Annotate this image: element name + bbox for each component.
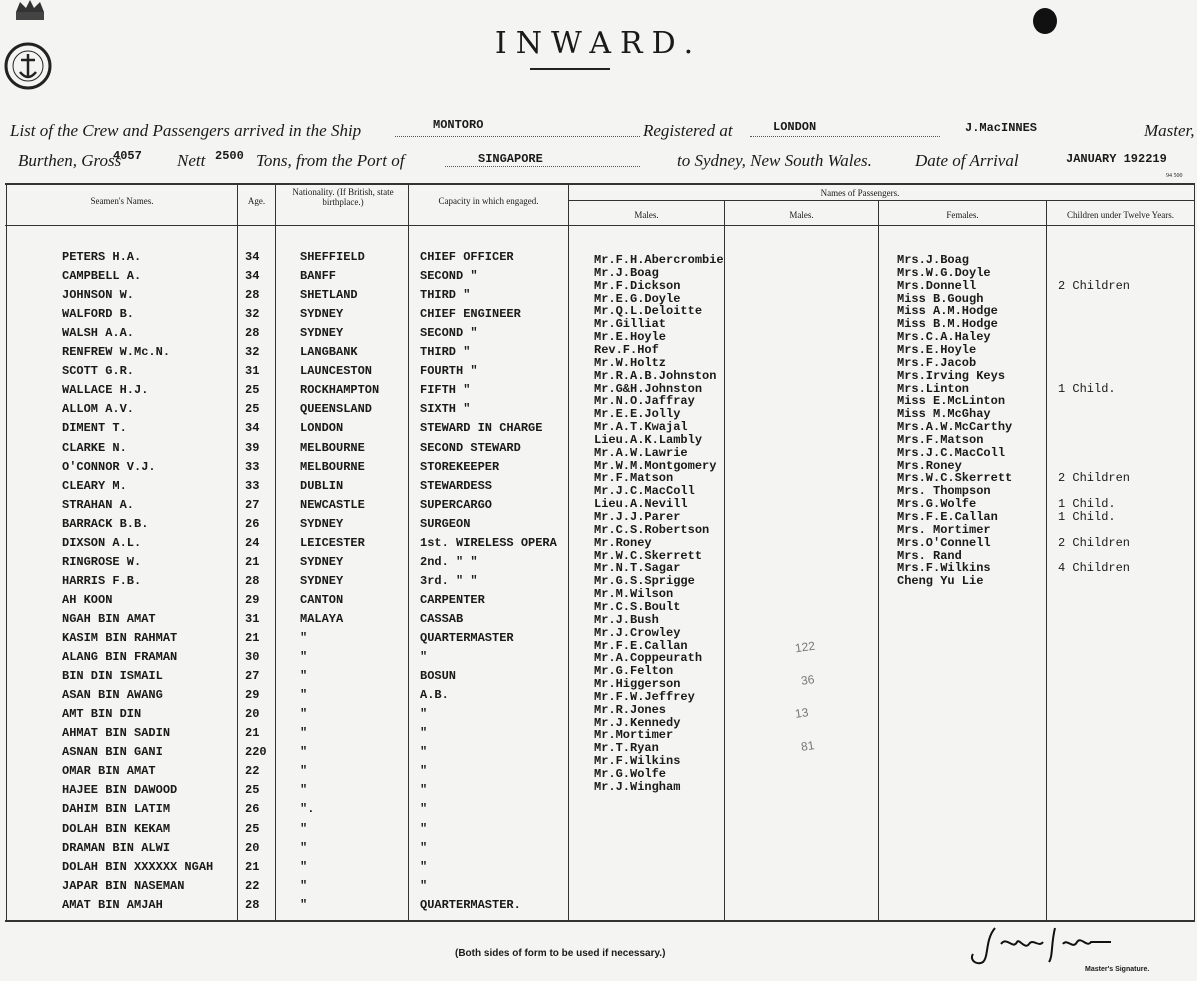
seaman-age: 21 <box>245 554 260 569</box>
female-passenger: Mrs.Roney <box>897 458 962 473</box>
seaman-nationality: SYDNEY <box>300 573 344 588</box>
seaman-name: DOLAH BIN XXXXXX NGAH <box>62 859 214 874</box>
seaman-name: NGAH BIN AMAT <box>62 611 156 626</box>
seaman-capacity: " <box>420 802 428 817</box>
seaman-nationality: LONDON <box>300 421 344 436</box>
seaman-nationality: " <box>300 650 308 665</box>
seaman-capacity: " <box>420 764 428 779</box>
female-passenger: Mrs.O'Connell <box>897 535 991 550</box>
seaman-age: 34 <box>245 269 260 284</box>
seaman-name: KASIM BIN RAHMAT <box>62 631 178 645</box>
pencil-note: 13 <box>794 705 810 721</box>
crew-row <box>0 612 570 630</box>
seaman-name: PETERS H.A. <box>62 250 142 264</box>
seaman-nationality: SHETLAND <box>300 288 358 303</box>
male-passenger: Mr.G.Wolfe <box>594 767 667 781</box>
seaman-nationality: " <box>300 783 308 798</box>
seaman-capacity: " <box>420 821 428 836</box>
seaman-nationality: " <box>300 859 308 874</box>
male-passenger: Mr.Roney <box>594 535 652 550</box>
female-passenger: Mrs.G.Wolfe <box>897 497 977 512</box>
crew-row <box>0 345 570 363</box>
seaman-name: DRAMAN BIN ALWI <box>62 840 171 855</box>
seaman-capacity: " <box>420 707 428 722</box>
seaman-capacity: " <box>420 783 428 798</box>
arrival-date: JANUARY 192219 <box>1066 152 1167 166</box>
crew-row <box>0 421 570 439</box>
seaman-capacity: FOURTH " <box>420 364 478 379</box>
seaman-name: CAMPBELL A. <box>62 269 142 284</box>
crew-row <box>0 402 570 420</box>
seaman-age: 22 <box>245 764 260 779</box>
gross-tons: 4057 <box>113 149 142 163</box>
seaman-capacity: CARPENTER <box>420 592 485 607</box>
crew-row <box>0 783 570 801</box>
seaman-age: 29 <box>245 688 260 703</box>
seaman-name: WALLACE H.J. <box>62 383 149 398</box>
female-passenger: Mrs.F.Jacob <box>897 355 977 370</box>
female-passenger: Mrs.F.Matson <box>897 432 984 447</box>
seaman-nationality: LANGBANK <box>300 345 358 360</box>
male-passenger: Mr.A.T.Kwajal <box>594 420 688 435</box>
male-passenger: Mr.N.T.Sagar <box>594 561 681 576</box>
crew-row <box>0 879 570 897</box>
seaman-capacity: SECOND STEWARD <box>420 440 521 455</box>
seaman-capacity: STEWARD IN CHARGE <box>420 421 543 436</box>
ship-line-label: List of the Crew and Passengers arrived in the Ship <box>10 121 362 140</box>
seaman-capacity: CASSAB <box>420 611 464 626</box>
seaman-capacity: " <box>420 745 428 760</box>
crew-row <box>0 574 570 592</box>
burthen-label: Burthen, Gross <box>18 151 122 170</box>
seaman-nationality: " <box>300 745 308 760</box>
seaman-name: DAHIM BIN LATIM <box>62 802 171 817</box>
seaman-age: 33 <box>245 478 260 493</box>
crew-row <box>0 326 570 344</box>
seaman-age: 20 <box>245 840 260 855</box>
seaman-name: CLEARY M. <box>62 478 127 493</box>
seaman-nationality: " <box>300 821 308 836</box>
male-passenger: Mr.A.Coppeurath <box>594 651 703 666</box>
male-passenger: Rev.F.Hof <box>594 342 659 357</box>
seaman-name: AHMAT BIN SADIN <box>62 726 171 741</box>
seaman-nationality: SHEFFIELD <box>300 250 365 264</box>
male-passenger: Mr.W.C.Skerrett <box>594 548 703 563</box>
male-passenger: Mr.F.Wilkins <box>594 754 681 769</box>
seaman-age: 33 <box>245 459 260 474</box>
port-of-departure: SINGAPORE <box>478 152 543 166</box>
seaman-capacity: SECOND " <box>420 269 478 284</box>
seaman-age: 28 <box>245 288 260 303</box>
female-passenger: Mrs.W.C.Skerrett <box>897 471 1013 486</box>
seaman-name: RENFREW W.Mc.N. <box>62 345 171 360</box>
seaman-nationality: " <box>300 707 308 722</box>
female-passenger: Mrs.Donnell <box>897 278 977 293</box>
male-passenger: Mr.J.Wingham <box>594 779 681 794</box>
male-passenger: Mr.W.Holtz <box>594 355 667 370</box>
seaman-capacity: " <box>420 726 428 741</box>
registered-port: LONDON <box>773 120 817 134</box>
seaman-name: JOHNSON W. <box>62 288 135 303</box>
seaman-name: SCOTT G.R. <box>62 364 135 379</box>
male-passenger: Mr.J.Kennedy <box>594 715 681 730</box>
seaman-capacity: THIRD " <box>420 345 471 360</box>
children-entry: 2 Children <box>1058 471 1131 486</box>
crew-row <box>0 726 570 744</box>
female-passenger: Mrs. Rand <box>897 548 962 563</box>
crew-row <box>0 631 570 649</box>
master-label: Master, <box>1144 121 1195 140</box>
seaman-name: ALANG BIN FRAMAN <box>62 650 178 665</box>
seaman-age: 29 <box>245 592 260 607</box>
children-entry: 1 Child. <box>1058 497 1116 512</box>
male-passenger: Mr.F.E.Callan <box>594 638 688 653</box>
crew-row <box>0 460 570 478</box>
col-females: Females. <box>946 210 979 220</box>
seaman-age: 20 <box>245 707 260 722</box>
col-males-2: Males. <box>789 210 814 220</box>
seaman-nationality: QUEENSLAND <box>300 402 373 417</box>
male-passenger: Mr.Q.L.Deloitte <box>594 304 703 319</box>
crew-row <box>0 536 570 554</box>
seaman-capacity: QUARTERMASTER. <box>420 897 521 912</box>
seaman-nationality: " <box>300 631 308 645</box>
master-name: J.MacINNES <box>965 121 1038 135</box>
nett-label: Nett <box>177 151 206 170</box>
seaman-age: 31 <box>245 364 260 379</box>
seaman-nationality: MELBOURNE <box>300 459 365 474</box>
seaman-name: STRAHAN A. <box>62 497 135 512</box>
seaman-nationality: CANTON <box>300 592 344 607</box>
seaman-capacity: FIFTH " <box>420 383 471 398</box>
children-entry: 2 Children <box>1058 278 1131 293</box>
seaman-name: DIXSON A.L. <box>62 535 142 550</box>
crew-row <box>0 650 570 668</box>
male-passenger: Mr.F.W.Jeffrey <box>594 689 695 704</box>
crew-row <box>0 364 570 382</box>
pencil-note: 81 <box>800 738 816 754</box>
crew-row <box>0 860 570 878</box>
male-passenger: Mr.J.C.MacColl <box>594 484 695 499</box>
crew-row <box>0 898 570 916</box>
crew-row <box>0 669 570 687</box>
seaman-nationality: " <box>300 764 308 779</box>
seaman-age: 34 <box>245 421 260 436</box>
seaman-capacity: SURGEON <box>420 516 471 531</box>
crew-row <box>0 802 570 820</box>
crew-row <box>0 307 570 325</box>
arrival-label: Date of Arrival <box>915 151 1019 170</box>
crew-row <box>0 593 570 611</box>
female-passenger: Miss E.McLinton <box>897 394 1006 409</box>
male-passenger: Lieu.A.K.Lambly <box>594 432 703 447</box>
seaman-capacity: SECOND " <box>420 326 478 341</box>
seaman-age: 25 <box>245 783 260 798</box>
children-entry: 1 Child. <box>1058 510 1116 524</box>
female-passenger: Miss A.M.Hodge <box>897 304 998 319</box>
seaman-age: 34 <box>245 250 260 264</box>
male-passenger: Mr.E.G.Doyle <box>594 291 681 306</box>
seaman-age: 27 <box>245 669 260 684</box>
seaman-nationality: MELBOURNE <box>300 440 365 455</box>
seaman-age: 22 <box>245 878 260 893</box>
seaman-nationality: ". <box>300 802 315 817</box>
female-passenger: Miss M.McGhay <box>897 407 991 422</box>
seaman-age: 32 <box>245 307 260 322</box>
seaman-capacity: SIXTH " <box>420 402 471 417</box>
col-males-1: Males. <box>634 210 659 220</box>
male-passenger: Mr.R.Jones <box>594 702 667 717</box>
signature-label: Master's Signature. <box>1085 966 1150 973</box>
seaman-name: DOLAH BIN KEKAM <box>62 821 171 836</box>
crew-row <box>0 288 570 306</box>
seaman-age: 25 <box>245 821 260 836</box>
seaman-name: DIMENT T. <box>62 421 127 436</box>
female-passenger: Mrs.Irving Keys <box>897 368 1006 383</box>
col-children: Children under Twelve Years. <box>1067 210 1174 220</box>
seaman-nationality: " <box>300 897 308 912</box>
male-passenger: Mr.Gilliat <box>594 317 667 332</box>
seaman-age: 28 <box>245 897 260 912</box>
crew-row <box>0 555 570 573</box>
female-passenger: Mrs.Linton <box>897 381 970 396</box>
seaman-nationality: BANFF <box>300 269 337 284</box>
crew-row <box>0 517 570 535</box>
female-passenger: Mrs.E.Hoyle <box>897 342 977 357</box>
seaman-age: 21 <box>245 859 260 874</box>
seaman-age: 32 <box>245 345 260 360</box>
female-passenger: Mrs.W.G.Doyle <box>897 265 991 280</box>
male-passenger: Mr.J.Crowley <box>594 625 681 640</box>
male-passenger: Mr.W.M.Montgomery <box>594 458 717 473</box>
seaman-capacity: BOSUN <box>420 669 457 684</box>
seaman-name: AH KOON <box>62 592 113 607</box>
page-title: INWARD. <box>494 26 703 61</box>
male-passenger: Mr.J.Boag <box>594 265 659 280</box>
title-ornament <box>530 68 610 70</box>
seaman-age: 26 <box>245 516 260 531</box>
seaman-nationality: LAUNCESTON <box>300 364 373 379</box>
pencil-note: 36 <box>800 672 816 688</box>
seaman-name: RINGROSE W. <box>62 554 142 569</box>
male-passenger: Mr.G.S.Sprigge <box>594 574 695 589</box>
seaman-nationality: MALAYA <box>300 611 344 626</box>
seaman-nationality: " <box>300 669 308 684</box>
seaman-name: ASNAN BIN GANI <box>62 745 163 760</box>
seaman-capacity: QUARTERMASTER <box>420 631 514 645</box>
male-passenger: Mr.F.Dickson <box>594 278 681 293</box>
seaman-name: OMAR BIN AMAT <box>62 764 156 779</box>
crew-row <box>0 764 570 782</box>
seaman-capacity: THIRD " <box>420 288 471 303</box>
crew-row <box>0 479 570 497</box>
female-passenger: Mrs.C.A.Haley <box>897 330 991 345</box>
seaman-capacity: 2nd. " " <box>420 554 478 569</box>
seaman-age: 26 <box>245 802 260 817</box>
seaman-capacity: " <box>420 650 428 665</box>
footer-note: (Both sides of form to be used if necessary.) <box>455 948 666 959</box>
female-passenger: Mrs.A.W.McCarthy <box>897 420 1013 435</box>
tons-from-label: Tons, from the Port of <box>256 151 405 170</box>
seaman-nationality: NEWCASTLE <box>300 497 365 512</box>
seaman-nationality: " <box>300 840 308 855</box>
col-nationality: Nationality. (If British, state birthplace.) <box>292 187 394 207</box>
seaman-nationality: LEICESTER <box>300 535 365 550</box>
male-passenger: Mr.E.Hoyle <box>594 330 667 345</box>
seaman-nationality: " <box>300 878 308 893</box>
crew-row <box>0 745 570 763</box>
male-passenger: Mr.F.Matson <box>594 471 674 486</box>
ship-name: MONTORO <box>433 118 484 132</box>
seaman-capacity: A.B. <box>420 688 449 703</box>
seaman-name: JAPAR BIN NASEMAN <box>62 878 185 893</box>
seaman-nationality: ROCKHAMPTON <box>300 383 380 398</box>
seaman-name: AMAT BIN AMJAH <box>62 897 163 912</box>
master-signature-icon <box>955 920 1125 970</box>
crew-row <box>0 822 570 840</box>
male-passenger: Mr.R.A.B.Johnston <box>594 368 717 383</box>
male-passenger: Mr.G.Felton <box>594 664 674 679</box>
male-passenger: Lieu.A.Nevill <box>594 497 688 512</box>
female-passenger: Mrs.J.C.MacColl <box>897 445 1006 460</box>
male-passenger: Mr.M.Wilson <box>594 587 674 602</box>
seaman-name: WALFORD B. <box>62 307 135 322</box>
male-passenger: Mr.E.E.Jolly <box>594 407 681 422</box>
male-passenger: Mr.C.S.Robertson <box>594 522 710 537</box>
male-passenger: Mr.A.W.Lawrie <box>594 445 688 460</box>
seaman-nationality: SYDNEY <box>300 554 344 569</box>
col-age: Age. <box>247 196 266 206</box>
male-passenger: Mr.J.Bush <box>594 612 659 627</box>
seaman-age: 28 <box>245 326 260 341</box>
seaman-nationality: SYDNEY <box>300 516 344 531</box>
seaman-age: 27 <box>245 497 260 512</box>
crew-row <box>0 688 570 706</box>
registered-label: Registered at <box>643 121 733 140</box>
female-passenger: Mrs.F.E.Callan <box>897 510 998 524</box>
female-passenger: Mrs. Mortimer <box>897 522 991 537</box>
col-capacity: Capacity in which engaged. <box>438 196 539 206</box>
seaman-age: 24 <box>245 535 260 550</box>
crew-row <box>0 269 570 287</box>
col-seamen-names: Seamen's Names. <box>90 196 154 206</box>
seaman-name: O'CONNOR V.J. <box>62 459 156 474</box>
seaman-age: 31 <box>245 611 260 626</box>
male-passenger: Mr.T.Ryan <box>594 741 659 756</box>
seaman-capacity: 3rd. " " <box>420 573 478 588</box>
crew-row <box>0 841 570 859</box>
seaman-age: 39 <box>245 440 260 455</box>
female-passenger: Mrs. Thompson <box>897 484 991 499</box>
seaman-capacity: STOREKEEPER <box>420 459 500 474</box>
male-passenger: Mr.J.J.Parer <box>594 510 681 524</box>
seaman-capacity: CHIEF ENGINEER <box>420 307 521 322</box>
crew-row <box>0 250 570 268</box>
seaman-age: 25 <box>245 383 260 398</box>
seaman-capacity: 1st. WIRELESS OPERA <box>420 535 557 550</box>
form-number: 94 500 <box>1166 173 1183 179</box>
seaman-capacity: SUPERCARGO <box>420 497 493 512</box>
col-passengers: Names of Passengers. <box>820 188 900 198</box>
pencil-note: 122 <box>794 638 816 656</box>
seaman-name: ASAN BIN AWANG <box>62 688 163 703</box>
female-passenger: Miss B.M.Hodge <box>897 317 998 332</box>
seaman-capacity: " <box>420 878 428 893</box>
seaman-nationality: " <box>300 688 308 703</box>
male-passenger: Mr.F.H.Abercrombie <box>594 253 724 267</box>
crew-row <box>0 498 570 516</box>
seaman-name: WALSH A.A. <box>62 326 135 341</box>
seaman-name: AMT BIN DIN <box>62 707 142 722</box>
seaman-name: HAJEE BIN DAWOOD <box>62 783 178 798</box>
female-passenger: Cheng Yu Lie <box>897 574 984 589</box>
seaman-name: BIN DIN ISMAIL <box>62 669 163 684</box>
male-passenger: Mr.Higgerson <box>594 677 681 692</box>
seaman-age: 21 <box>245 631 260 645</box>
female-passenger: Mrs.F.Wilkins <box>897 561 991 576</box>
seaman-capacity: " <box>420 840 428 855</box>
crew-row <box>0 383 570 401</box>
seaman-name: HARRIS F.B. <box>62 573 142 588</box>
seaman-age: 30 <box>245 650 260 665</box>
seaman-name: BARRACK B.B. <box>62 516 149 531</box>
male-passenger: Mr.C.S.Boult <box>594 599 681 614</box>
seaman-capacity: STEWARDESS <box>420 478 493 493</box>
female-passenger: Mrs.J.Boag <box>897 253 970 267</box>
seaman-name: CLARKE N. <box>62 440 127 455</box>
seaman-nationality: DUBLIN <box>300 478 344 493</box>
seaman-age: 25 <box>245 402 260 417</box>
destination-label: to Sydney, New South Wales. <box>677 151 872 170</box>
seaman-nationality: SYDNEY <box>300 307 344 322</box>
seaman-capacity: CHIEF OFFICER <box>420 250 514 264</box>
crew-row <box>0 707 570 725</box>
male-passenger: Mr.G&H.Johnston <box>594 381 703 396</box>
male-passenger: Mr.N.O.Jaffray <box>594 394 695 409</box>
children-entry: 1 Child. <box>1058 381 1116 396</box>
nett-tons: 2500 <box>215 149 244 163</box>
seaman-age: 21 <box>245 726 260 741</box>
male-passenger: Mr.Mortimer <box>594 728 674 743</box>
children-entry: 4 Children <box>1058 561 1131 576</box>
female-passenger: Miss B.Gough <box>897 291 984 306</box>
seaman-capacity: " <box>420 859 428 874</box>
children-entry: 2 Children <box>1058 535 1131 550</box>
crew-row <box>0 441 570 459</box>
seaman-nationality: SYDNEY <box>300 326 344 341</box>
seaman-age: 220 <box>245 745 267 760</box>
seaman-name: ALLOM A.V. <box>62 402 135 417</box>
seaman-nationality: " <box>300 726 308 741</box>
seaman-age: 28 <box>245 573 260 588</box>
